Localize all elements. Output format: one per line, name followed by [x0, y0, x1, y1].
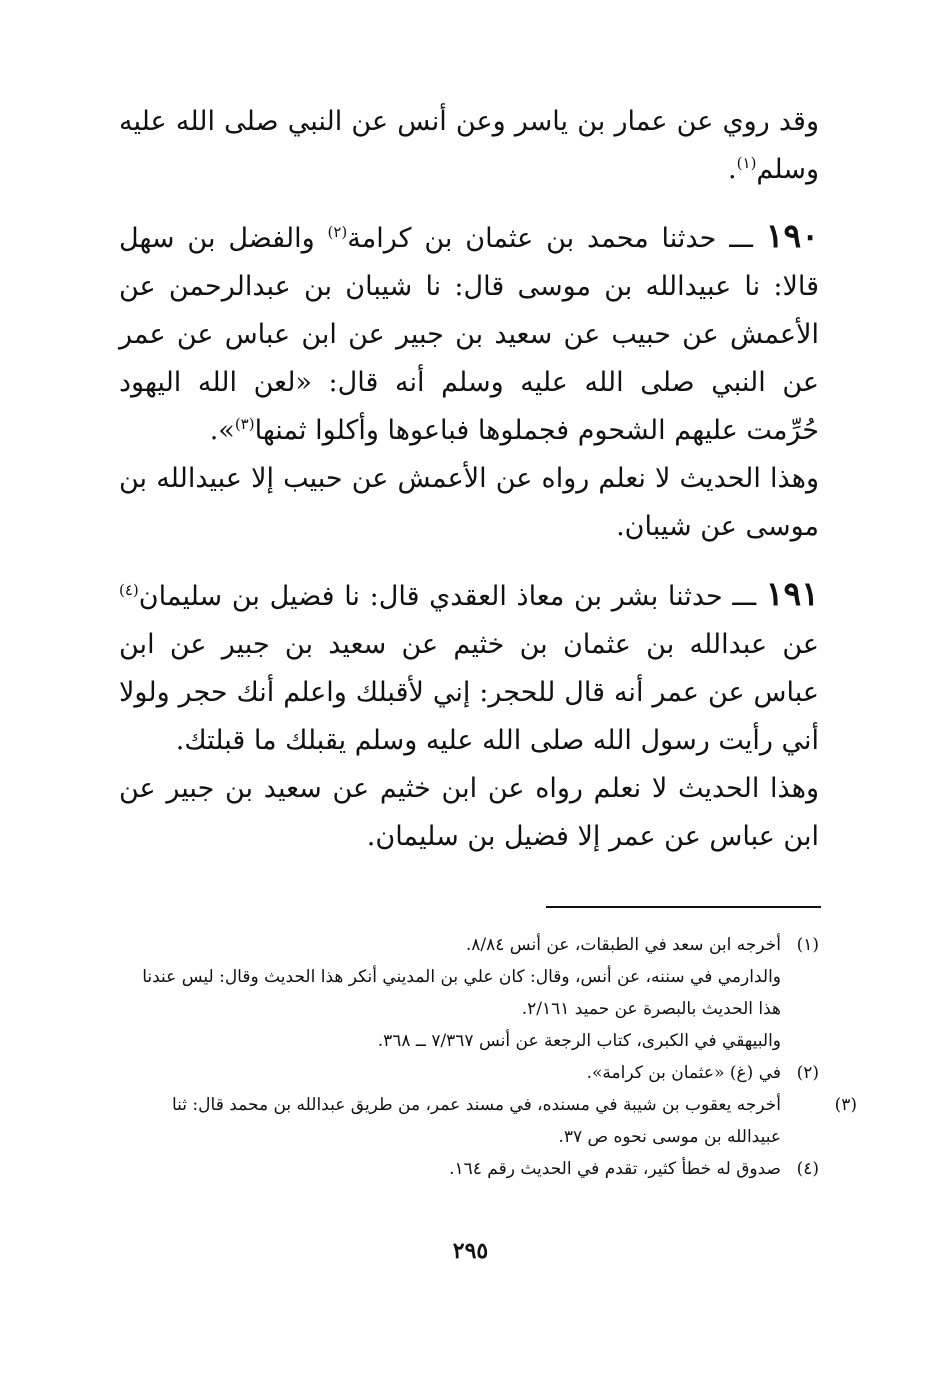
- hadith-number-191: ١٩١: [765, 574, 819, 613]
- paragraph-intro: وقد روي عن عمار بن ياسر وعن أنس عن النبي صلى الله عليه وسلم$^{(١)}$.: [119, 106, 819, 185]
- hadith-191: ١٩١ ـــ حدثنا بشر بن معاذ العقدي قال: نا فضيل بن سليمان$^{(٤)}$ عن عبدالله بن عثمان بن خثيم عن سعيد بن جبير عن ابن عباس عن عمر أنه قال للحجر: إني لأقبلك واعلم أنك حجر ولولا أني رأيت رسول الله صلى الله عليه وسلم يقبلك ما قبلتك.: [119, 574, 819, 756]
- page-number: ٢٩٥: [452, 1238, 489, 1264]
- footnote-ref-1[interactable]: (١): [736, 154, 757, 172]
- footnote-ref-2[interactable]: (٢): [327, 223, 348, 241]
- footnote-4: (٤)صدوق له خطأ كثير، تقدم في الحديث رقم ١٦٤.: [449, 1159, 819, 1179]
- footnote-ref-3[interactable]: (٣): [234, 415, 255, 433]
- footnote-1: (١)أخرجه ابن سعد في الطبقات، عن أنس ٨/٨٤.: [465, 935, 819, 955]
- footnote-separator: [546, 906, 821, 908]
- footnote-1-cont-a: والدارمي في سننه، عن أنس، وقال: كان علي بن المديني أنكر هذا الحديث وقال: ليس عندنا هذا الحديث بالبصرة عن حميد ٢/١٦١.: [142, 967, 781, 1019]
- hadith-190-comment: وهذا الحديث لا نعلم رواه عن الأعمش عن حبيب إلا عبيدالله بن موسى عن شيبان.: [119, 463, 819, 542]
- hadith-190: ١٩٠ ـــ حدثنا محمد بن عثمان بن كرامة$^{(٢)}$ والفضل بن سهل قالا: نا عبيدالله بن موسى قال: نا شيبان بن عبدالرحمن عن الأعمش عن حبيب عن سعيد بن جبير عن ابن عباس عن عمر عن النبي صلى الله عليه وسلم أنه قال: «لعن الله اليهود حُرِّمت عليهم الشحوم فجملوها فباعوها وأكلوا ثمنها$^{(٣)}$».: [119, 216, 819, 446]
- footnote-ref-4[interactable]: (٤): [119, 581, 139, 599]
- footnote-1-cont-b: والبيهقي في الكبرى، كتاب الرجعة عن أنس ٧/٣٦٧ ــ ٣٦٨.: [377, 1031, 781, 1051]
- footnote-2: (٢)في (غ) «عثمان بن كرامة».: [586, 1063, 819, 1083]
- hadith-number-190: ١٩٠: [765, 216, 819, 255]
- footnote-3: (٣)أخرجه يعقوب بن شيبة في مسنده، في مسند عمر، من طريق عبدالله بن محمد قال: ثنا عبيدالله بن موسى نحوه ص ٣٧.: [171, 1095, 857, 1147]
- hadith-191-comment: وهذا الحديث لا نعلم رواه عن ابن خثيم عن سعيد بن جبير عن ابن عباس عن عمر إلا فضيل بن سليمان.: [119, 773, 819, 852]
- footnotes: [119, 929, 857, 1185]
